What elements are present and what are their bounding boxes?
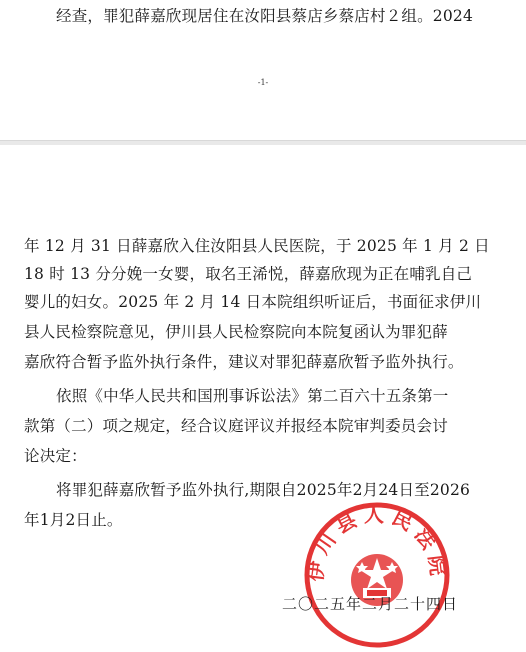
page-number: -1- bbox=[257, 78, 269, 87]
text-line: 论决定： bbox=[24, 447, 87, 465]
text-line: 县人民检察院意见，伊川县人民检察院向本院复函认为罪犯薛 bbox=[24, 323, 448, 341]
text-line: 经查，罪犯薛嘉欣现居住在汝阳县蔡店乡蔡店村２组。2024 bbox=[56, 7, 474, 25]
text-line: 年 12 月 31 日薛嘉欣入住汝阳县人民医院，于 2025 年 1 月 2 日 bbox=[24, 237, 490, 255]
seal-text: 伊川县人民法院 bbox=[302, 502, 452, 583]
text-line: 婴儿的妇女。2025 年 2 月 14 日本院组织听证后，书面征求伊川 bbox=[24, 293, 482, 311]
text-line: 依照《中华人民共和国刑事诉讼法》第二百六十五条第一 bbox=[56, 387, 449, 405]
document-page-1 bbox=[0, 0, 526, 140]
text-line: 嘉欣符合暂予监外执行条件，建议对罪犯薛嘉欣暂予监外执行。 bbox=[24, 353, 464, 371]
text-line: 年1月2日止。 bbox=[24, 511, 123, 529]
court-seal bbox=[302, 500, 452, 650]
text-line: 款第（二）项之规定，经合议庭评议并报经本院审判委员会讨 bbox=[24, 417, 448, 435]
text-line: 18 时 13 分分娩一女婴，取名王浠悦，薛嘉欣现为正在哺乳自己 bbox=[24, 265, 473, 283]
document-date: 二〇二五年二月二十四日 bbox=[282, 595, 459, 613]
text-line: 将罪犯薛嘉欣暂予监外执行,期限自2025年2月24日至2026 bbox=[56, 481, 471, 499]
